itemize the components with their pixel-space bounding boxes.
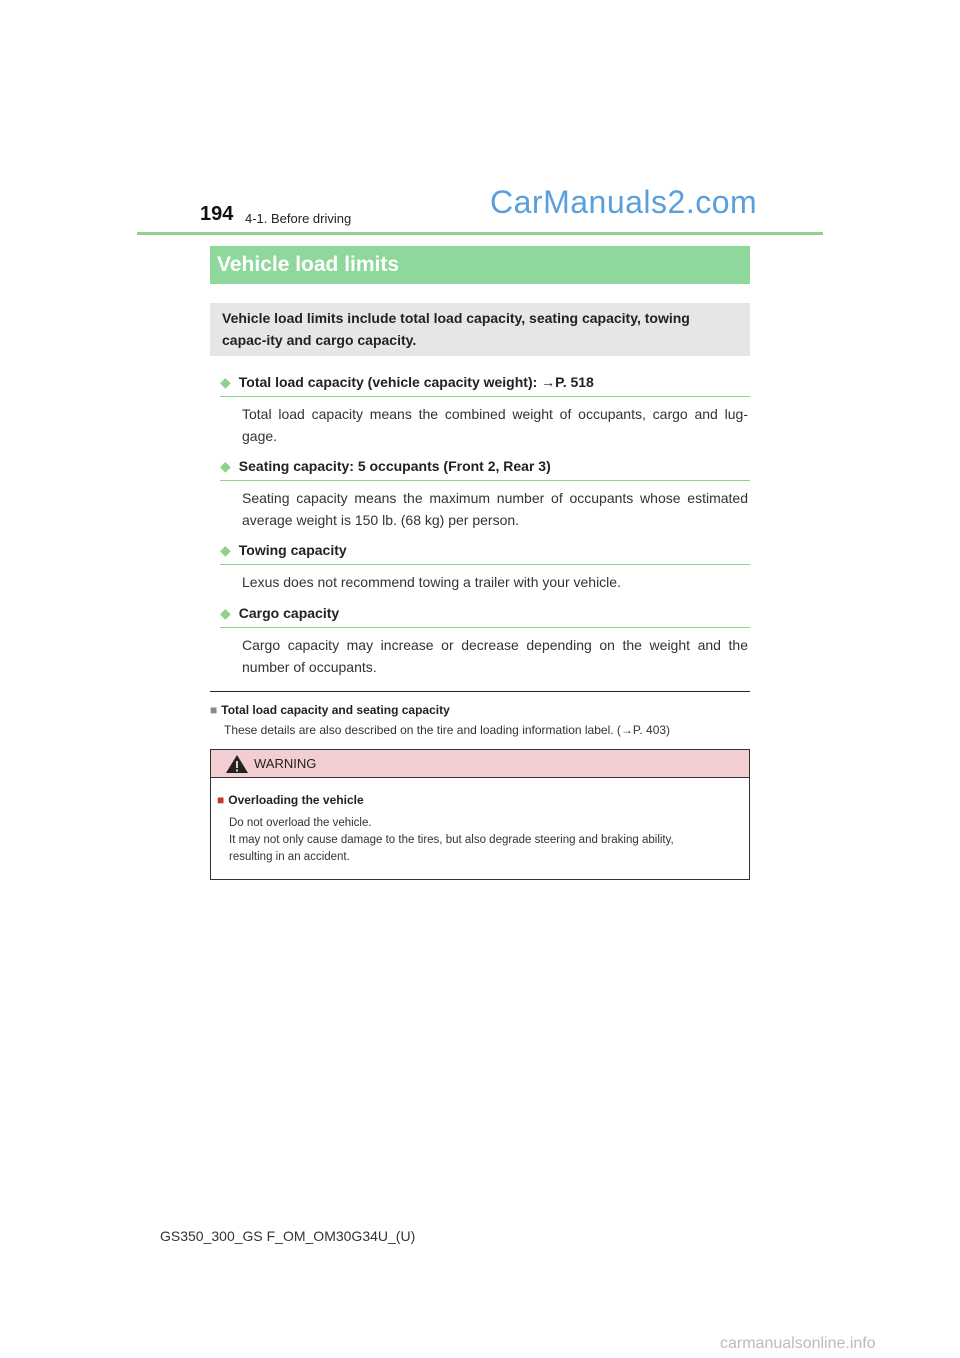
item-heading-towing [220, 541, 750, 565]
item-heading-text: Total load capacity (vehicle capacity weight): →P. 518 [238, 374, 594, 390]
warning-item-title [217, 793, 364, 807]
diamond-icon: ◆ [220, 605, 231, 621]
header-rule [137, 232, 823, 235]
item-body-total-load: Total load capacity means the combined weight of occupants, cargo and lug-gage. [242, 406, 748, 444]
watermark-logo: CarManuals2.com [490, 184, 758, 220]
item-heading-seating [220, 457, 750, 481]
item-body-towing: Lexus does not recommend towing a trailer with your vehicle. [242, 574, 621, 590]
item-heading-text: Seating capacity: 5 occupants (Front 2, Rear 3) [238, 458, 551, 474]
footer-doc-id: GS350_300_GS F_OM_OM30G34U_(U) [160, 1228, 416, 1244]
warning-header [211, 750, 749, 778]
item-heading-total-load [220, 373, 750, 397]
item-heading-text: Cargo capacity [238, 605, 340, 621]
warning-line: Do not overload the vehicle. [229, 817, 372, 829]
warning-item-title-text: Overloading the vehicle [228, 793, 364, 807]
item-body-cargo: Cargo capacity may increase or decrease depending on the weight and the number of occupants. [242, 637, 748, 675]
warning-label: WARNING [254, 756, 317, 771]
warning-text [229, 815, 741, 866]
diamond-icon: ◆ [220, 374, 231, 390]
page-title: Vehicle load limits [210, 246, 750, 284]
note-title [210, 703, 450, 717]
item-heading-cargo [220, 604, 750, 628]
diamond-icon: ◆ [220, 542, 231, 558]
bottom-watermark: carmanualsonline.info [720, 1335, 876, 1352]
diamond-icon: ◆ [220, 458, 231, 474]
note-title-text: Total load capacity and seating capacity [221, 703, 450, 717]
warning-box [210, 749, 750, 880]
page-number: 194 [200, 203, 234, 225]
section-title: 4-1. Before driving [245, 211, 352, 226]
warning-triangle-icon [225, 754, 249, 774]
warning-line: It may not only cause damage to the tires, but also degrade steering and braking ability, [229, 834, 674, 846]
note-divider [210, 691, 750, 692]
intro-box: Vehicle load limits include total load capacity, seating capacity, towing capac-ity and cargo capacity. [210, 303, 750, 356]
square-bullet-icon: ■ [210, 703, 218, 717]
note-body: These details are also described on the tire and loading information label. (→P. 403) [224, 723, 671, 737]
square-bullet-icon: ■ [217, 793, 225, 807]
warning-line: resulting in an accident. [229, 851, 350, 863]
item-body-seating: Seating capacity means the maximum number of occupants whose estimated average weight is 150 lb. (68 kg) per person. [242, 490, 748, 528]
item-heading-text: Towing capacity [238, 542, 347, 558]
